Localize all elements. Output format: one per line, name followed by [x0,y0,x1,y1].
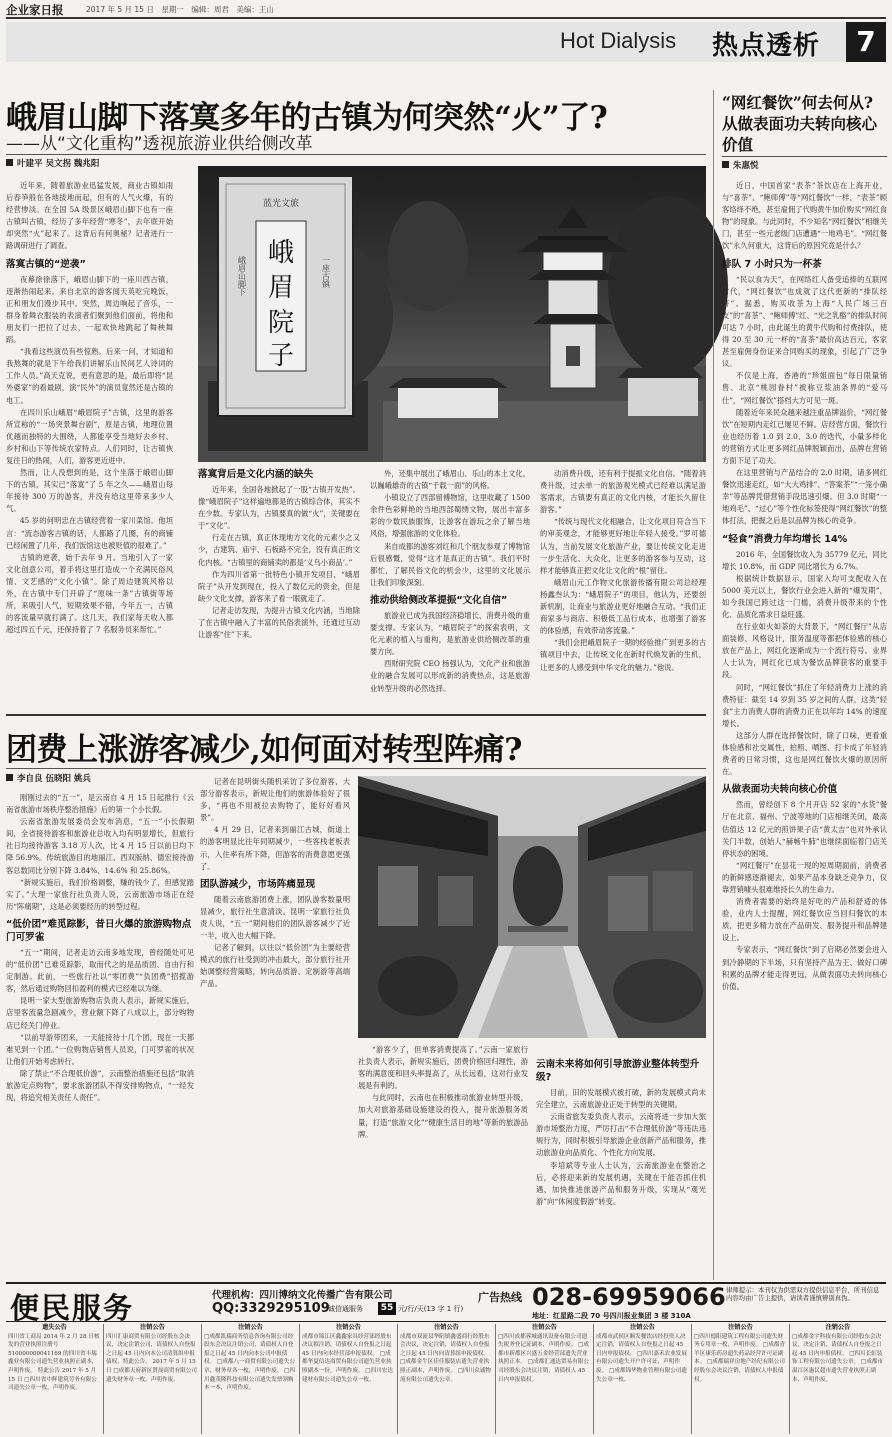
classified-brand: 便民服务 [10,1291,135,1325]
paragraph: 4 月 29 日，记者来到丽江古城，街道上的游客明显比往年同期减少，一些客栈老板表示，入住率有所下降，但游客的消费意愿更强了。 [200,825,350,871]
column-divider [713,90,714,1280]
section-title-cn: 热点透析 [712,31,821,61]
paragraph: 外，还集中展出了峨眉山、乐山的本土文化，以巍峨雄奇的古镇“千载一面”的风格。 [370,469,530,491]
paragraph: 这部分人群在选择餐饮时，除了口味，更看重体验感和社交属性，拍照、晒图、打卡成了年轻消费者的日常习惯，这也是网红餐饮火爆的原因所在。 [722,730,887,777]
svg-text:峨眉山脚下: 峨眉山脚下 [237,256,247,296]
paragraph: 消费者需要的始终是好吃的产品和舒适的体验，业内人士提醒，网红餐饮应当回归餐饮的本质，把更多精力放在产品研发、服务提升和品牌建设上。 [722,897,887,943]
article2-col3 [358,1044,528,1277]
ad-hotline-label: 广告热线 [478,1291,522,1304]
masthead [6,2,886,16]
paragraph: 专家表示，“网红餐饮”到了启期必然要会进入到冷静期的下半场，只有坚持产品为王、做好口碑积累的品牌才能走得更远，从做表面功夫转向核心价值。 [722,945,887,991]
sidebar-subhead-2: “轻食”消费力年均增长 14% [722,533,848,545]
classified-column: 注销公告 □成都金宇科技有限公司经股东会决议，决定注销，请债权人自登报之日起 45 日内申报债权。 □四川长虹装饰工程有限公司遗失公章。 □成都市温江区惠民超市遗失营业执照正副本，声明作废。 [792,1324,883,1383]
paragraph: 目前，旧的发展模式被打破，新的发展模式尚未完全建立，云南旅游业正处于转型的关键期。 [536,1088,706,1110]
paragraph: 除了禁止“不合理低价游”，云南整治措施还包括“取消旅游定点购物”，要求旅游团队不得安排购物点，“一经发现，将追究相关责任人责任”。 [6,1068,194,1103]
date-line: 2017 年 5 月 15 日 星期一 编辑：周君 美编：王山 [86,5,274,14]
paragraph: 来自成都的游客刘红和几个朋友参观了博物馆后很感慨，觉得“这才是真正的古镇”。我们平时都忙，了解民俗文化的机会少，这里的文化展示让我们印象深刻。 [370,541,530,587]
paragraph: 夜幕徐徐落下，峨眉山脚下的一座川西古镇，逐渐热闹起来。来自北京的游客闻天英吃完晚饭，正和朋友们漫步其中。突然，周边响起了音乐，一群身着舞衣服装的表演者们聚到他们面前，将他和朋友们一把拉了过去，一起欢快地跳起了舞秧舞蹈。 [6,274,173,345]
paragraph: “民以食为天”，在网络红人备受追捧的互联网时代，“网红餐饮”也成就了这代更新的“排队经济”。据悉，购买收茶为上海“人民广场三百支”的“喜茶”、“鲍师傅”红、“光之乳酪”的排队时间可达 7 小时，由此诞生的黄牛代购和付费排队，使得 20 至 30 元一杯的“喜茶”最价高达百元，客家甚至雇佣身份证来合同购买的现象，引起了广泛争议。 [722,274,887,369]
page-number: 7 [856,25,876,58]
svg-text:院: 院 [267,308,295,338]
classified-column: 注销公告 □四川成都蓉城通讯设备有限公司遗失税务登记证副本，声明作废。 □成都市新都区兴盛五金经营部遗失营业执照正本。 □成都汇通达贸易有限公司经股东会决议注销，请债权人 45 日内申报债权。 [496,1324,594,1434]
svg-text:眉: 眉 [267,273,295,303]
ancient-town-photo [198,166,706,462]
paragraph: 记者在昆明街头随机采访了多位游客，大部分游客表示，新规让他们的旅游体验好了很多，“再也不用被拉去购物了，能好好看风景”。 [200,777,350,823]
paragraph: 根据统计数据显示，国家入均可支配收入在 5000 美元以上，餐饮行业会进入新的“爆发期”，如今我国已跨过这一门槛，消费升级带来的个性化、品质化需求日益旺盛。 [722,573,887,619]
classified-grid [6,1324,886,1434]
paragraph: 古镇的逆袭，始于去年 9 月。当地引入了一家文化创意公司，着手将这里打造成一个充满民俗风情、文艺感的“文化小镇”。除了周边建筑风格以外，在古镇中专门开辟了“原味一条”古镇街等场所，来吸引人气，短期效果不错，今年五一，古镇的客流量早就打满了。这几天，我们家每天收入都超过四五千元，还保持着了 7 名服务员来帮忙。” [6,552,173,635]
classified-banner [6,1282,886,1325]
ad-agent: 代理机构：四川博纳文化传播广告有限公司 [212,1290,393,1301]
ad-unit: 元/行/天(13 字 1 行) [398,1305,464,1313]
classified-column: 注销公告 成都市锦江区鑫鑫家具经营部经股东决议拟注销，请债权人自登报之日起 45 日内向本经营部申报债权。 □成都华夏信达商贸有限公司遗失营业执照副本一份，声明作废。 □四川宏达建材有限公司遗失公章一枚。 [300,1324,398,1434]
article2-col4 [536,1044,706,1277]
paragraph: “以前导游带团来，一天能接待十几个团，现在一天都难见到一个团。”一位购物店销售人员说，门可罗雀的状况让他们开始考虑转行。 [6,1032,194,1066]
paragraph: 云南省旅发委负责人表示，云南将进一步加大旅游市场整治力度，严厉打击“不合理低价游”等违法违规行为，同时积极引导旅游企业创新产品和服务，推动旅游业向品质化、个性化方向发展。 [536,1112,706,1158]
article2-byline: 李自良 伍晓阳 姚兵 [6,772,91,784]
svg-text:子: 子 [267,341,295,371]
classified-column: 注销公告 四川汇康商贸有限公司经股东会决议，决定注销公司，请债权人自登报之日起 45 日内向本公司清算组申报债权，特此公告。 2017 年 5 月 15 日 □成都天府新区贤晟商贸有限公司遗失财务章一枚，声明作废。 [104,1324,202,1434]
paragraph: 45 岁的何明忠在古镇经营着一家川菜馆。他坦言：“流态游客古镇的话，人都路了几圈，有的商铺已经闲置了几年，我们饭馆这也被贬值的很难了。” [6,516,173,550]
classified-column: 注销公告 □四川德阳建筑工程有限公司遗失财务专用章一枚，声明作废。 □成都青羊区康乐药房遗失药品经营许可证副本。 □成都瑞祥房地产经纪有限公司经股东会决议注销，请债权人申报债权。 [692,1324,790,1434]
sidebar-subhead-3: 从做表面功夫转向核心价值 [722,784,838,796]
article1-col1 [6,180,173,668]
article1-subhead-1: 落寞古镇的“逆袭” [6,258,86,270]
paragraph: 刚刚过去的“五一”，是云南自 4 月 15 日起推行《云南省旅游市场秩序整治措施》后的第一个小长假。 [6,793,194,815]
paragraph: 记者了解到，以往以“低价团”为主要经营模式的旅行社受到的冲击最大，部分旅行社开始调整经营策略，转向品质游、定制游等高端产品。 [200,943,350,989]
divider [6,714,706,716]
paragraph: 在四川乐山峨眉“峨眉院子”古镇，这里的游客所宣称的“一场突景舞台剧”，原是古镇，地理位置优越而独特的大围绕，人都能享受当地好去乡村、乡村和山下等传统农家特点。人们同时，让古镇恢复往日的热闹，人们，游客更近进中。 [6,407,173,465]
sidebar-byline: 朱惠悦 [722,159,759,171]
article1-headline: 峨眉山脚下落寞多年的古镇为何突然“火”了? [6,100,608,136]
classified-column: 注销公告 □成都凯瑞商务信息咨询有限公司经股东会决议注销公司，请债权人自登报之日起 45 日内向本公司申报债权。 □成都八一商贸有限公司遗失公章、财务章各一枚，声明作废。 □四川鑫茂隆科技有限公司遗失发票领购本一本，声明作废。 [202,1324,300,1434]
article2-photo [358,776,706,1038]
article2-col2 [200,776,350,1277]
paragraph: 同时，“网红餐饮”抓住了年轻消费力上涨的消费特征：截至 14 岁到 35 岁之间的人群，这类“轻食”主力消费人群的消费力正在以年均 14% 的速度增长。 [722,682,887,728]
article1-intro: 近年来，随着旅游业迅猛发展，商业古镇如雨后春笋般在各地拔地而起，但有的人气火爆，有的经营惨淡。在全国 5A 级景区峨眉山脚下也有一座古镇叫古镇，经历了多年经营“寒冬”，去年底开始却突然“火”起来了。这背后有何奥秘？记者进行一路调研进行了调查。 [6,181,173,251]
paragraph: 旅游业已成为我国经济稳增长、消费升级的重要支撑。专家认为，“峨眉院子”的探索表明，文化元素的植入与重构，是旅游业供给侧改革的重要方向。 [370,610,530,657]
article1-subhead-2: 落寞背后是文化内涵的缺失 [198,469,314,480]
article2-subhead-2: 团队游减少，市场阵痛显现 [200,878,316,890]
paragraph: 西财研究院 CEO 杨强认为，文化产业和旅游业的融合发展可以形成新的消费热点，这是旅游业转型升级的必然选择。 [370,659,530,693]
paragraph: 然而，曾经创下 8 个月开店 52 家的“水货”餐厅在北京、福州、宁波等地的门店相继关闭，最高估值达 12 亿元的煎饼果子店“黄太吉”也对外承认关门半数，创始人“赫畅牛肺”也继续面临着门店关停状态的困境。 [722,800,887,858]
paragraph: “传统与现代文化相融合，让文化项目符合当下的审美观念，才能够更好地让年轻人接受。”罗可德认为，当前发展文化旅游产业，要让传统文化走进一步生活化、大众化，让更多的游客参与互动，这样才能够真正把文化让文化的“根”留住。 [540,517,706,575]
paragraph: 在行业如火如荼的大背景下，“网红餐厅”从店面装修、风格设计，服务温度等都把体验感的核心放在产品上，网红化逐渐成为一个流行符号。业界人士认为，网红化已成为餐饮品牌获客的重要手段。 [722,622,887,680]
sidebar-headline: “网红餐饮”何去何从?从做表面功夫转向核心价值 [722,93,878,154]
classified-column: 注销公告 成都市双流县华阳镇鑫盛商行经股东会决议，决定注销，请债权人自登报之日起 45 日内向清算组申报债权。 □成都金牛区佳佳服装店遗失营业执照正副本，声明作废。 □四川众诚物流有限公司遗失公章。 [398,1324,496,1434]
paragraph: 小镇设立了西部留傅物馆，这里收藏了 1500 余件色彩鲜艳的当地西部蜀绣文物，展出丰富多彩的少数民族服饰，让游客在游玩之余了解当地风俗，增强旅游的文化体验。 [370,493,530,539]
svg-text:峨: 峨 [267,238,295,268]
page-number-box [846,22,886,62]
paragraph: 昆明一家大型旅游购物店负责人表示，新规实施后，店里客流量急剧减少，营业额下降了八成以上，部分购物店已经关门停业。 [6,996,194,1030]
paragraph: 然而，让人没想到的是，这个坐落于峨眉山脚下的古镇，其实已“落寞”了 5 年之久——峨眉山每年接待 300 万的游客，并没有给这里带来多少人气。 [6,468,173,514]
paragraph: 李培斌等专业人士认为，云南旅游业在整治之后，必将迎来新的发展机遇，关键在于能否抓住机遇，加快推进旅游产品和服务升级，实现从“观光游”向“休闲度假游”转变。 [536,1160,706,1206]
article1-subtitle: ——从“文化重构”透视旅游业供给侧改革 [6,134,313,154]
article1-col3 [370,468,530,693]
paragraph: 随着云南旅游团费上涨，团队游客数量明显减少，旅行社生意清淡。昆明一家旅行社负责人说，“五一”期间他们的团队游客减少了近一半，收入也大幅下降。 [200,894,350,941]
paragraph: 云南省旅游发展委员会发布消息，“五一”小长假期间，全省接待游客和旅游业总收入均有明显增长，但旅行社日均接待游客 3.18 万人次，比 4 月 15 日以前日均下降 56.9%。传统旅游目的地丽江、西双版纳、德宏接待游客总数同比分别下降 3.84%、14.6% 和 25.86%。 [6,817,194,875]
paragraph: “游客少了，但单客消费提高了。”云南一家旅行社负责人表示，新规实施后，团费价格回归理性，游客的满意度和回头率提高了，从长远看，这对行业发展是有利的。 [358,1045,528,1091]
article2-col1 [6,792,194,1277]
ad-lawyer-notice: 律师提示：本刊仅为供需双方提供信息平台，所刊信息内容均由广告主提供，请读者谨慎辨别真伪。 [726,1286,880,1302]
paragraph: 近日，中国首家“表茶”茶饮店在上海开业，与“喜茶”、“鲍师傅”等“网红餐饮”一样，“表茶”顾客络绎不绝，甚至雇佣了代购黄牛加价购买“网红食物”的现象。与此同时，不少知名“网红餐饮”相继关门，甚至一些元老级门店遭遇“一地鸡毛”。“网红餐饮”永久何重大，这背后的原因究竟是什么？ [722,181,887,251]
ad-address: 地址：红星路二段 70 号四川报业集团 3 楼 310A [532,1312,691,1320]
divider [6,768,706,769]
paragraph: “五一”期间，记者走访云南多地发现，曾经随处可见的“低价团”已难觅踪影，取而代之的是品质团、自由行和定制游。此前，一些旅行社以“零团费”“负团费”招揽游客，然后通过购物回扣盈利的模式已经难以为继。 [6,947,194,994]
article1-col4 [540,468,706,672]
paragraph: 与此同时，云南也在积极推动旅游业转型升级，加大对旅游基础设施建设的投入，提升旅游服务质量，打造“旅游文化”“健康生活目的地”等新的旅游品牌。 [358,1093,528,1139]
article1-photo [198,166,706,462]
paragraph: 作为四川省第一批特色小镇开发项目，“峨眉院子”从开发到现在，投入了数亿元的资金，但是缺少文化支撑，游客来了看一眼就走了。 [198,569,360,603]
sidebar-subhead-1: 排队 7 小时只为一杯茶 [722,258,822,270]
paragraph: “我看这些演员有些惊熟。后来一问，才知道和我熬舞的就是下午给我们讲解乐山民间艺人诗词的工作人员。”高天克说，更有意思的是，最后即将“昆外婆家”的看最剧，演“民外”的演员竟然还是古镇的电工。 [6,347,173,405]
header-rule [6,17,886,19]
paragraph: 行走在古镇，真正体现地方文化的元素少之又少，古建筑、庙宇、石板路不完全，没有真正的文化内核。“古镇里的商铺卖的都是‘义乌小商品’。” [198,533,360,567]
article2-subhead-3: 云南未来将如何引导旅游业整体转型升级? [536,1059,700,1083]
paragraph: 近年来，全国各地掀起了一股“古镇开发热”。像“峨眉院子”这样遍地都是的古镇综合体，其实不在少数。专家认为，古镇要真的做“火”，关键要在于“文化”。 [198,485,360,531]
paragraph: 不仅是上海，香港的“珍姐面包”每日限量销售、北京“桃园眷村”被称豆浆油条界的“爱马仕”，“网红餐饮”搭档大方可见一斑。 [722,371,887,405]
section-title-en: Hot Dialysis [560,28,677,53]
svg-text:一座古镇: 一座古镇 [321,256,331,288]
article1-col2 [198,468,360,668]
classified-column: 注销公告 成都市武侯区顺发餐饮店经投资人决定注销，请债权人自登报之日起 45 日内申报债权。 □四川嘉禾农业发展有限公司遗失开户许可证，声明作废。 □成都锦华物业管理有限公司遗失公章一枚。 [594,1324,692,1434]
ad-qq: QQ:3329295109 [212,1301,330,1316]
ad-price-box: 55 [378,1302,396,1315]
ad-hotline: 028-69959066 [532,1283,726,1311]
classified-column: 遗失公告 四川省工商局 2014 年 2 月 28 日核发的营业执照注册号 510000000041169 的四川省丰瑞鑫业有限公司遗失营业执照正副本，声明作废。 特此公告 2017 年 5 月 15 日 □四川省中辉建筑劳务有限公司遗失公章一枚，声明作废。 [6,1324,104,1434]
article2-headline: 团费上涨游客减少,如何面对转型阵痛? [6,732,522,768]
article2-subhead-1: “低价团”难觅踪影，昔日火爆的旅游购物点门可罗雀 [6,918,192,943]
paragraph: 随着近年来民众越来越注重品牌溢价，“网红餐饮”在短期内走红已屡见不鲜。店经营方面，餐饮行业也经历着 1.0 到 2.0、3.0 的迭代，小量多样化的营销方式让更多网红品牌脱颖而出，品牌在营销方面下足了功夫。 [722,407,887,465]
paragraph: 2016 年，全国餐饮收入为 35779 亿元，同比增长 10.8%，而 GDP 同比增长为 6.7%。 [722,549,887,571]
paragraph: “网红餐厅”在昙花一现的短周期面前，消费者的新鲜感逐渐褪去，如果产品本身缺乏竞争力，仅靠营销噱头很难维持长久的生命力。 [722,860,887,894]
article1-byline: 叶建平 吴文拐 魏兆阳 [6,157,99,169]
divider [722,156,887,157]
sidebar-body [722,180,887,1278]
paragraph: 在这里营销与产品结合的 2.0 时期，诸多网红餐饮迅速走红，如“大大鸡排”、“答案茶”“一笼小确幸”等品牌凭借营销手段迅速引爆。但 3.0 时期“一地鸡毛”、“过心”等个性化标签使得“网红餐饮”的整体打法，把握之后是以品牌为核心的竞争。 [722,468,887,526]
paragraph: 记者走访发现，为提升古镇文化内涵，当地除了在古镇中融入了丰富的民俗表演外，还通过互动让游客“住”下来。 [198,605,360,640]
old-town-canal-photo [358,776,706,1038]
svg-text:蓝光文旅: 蓝光文旅 [262,199,300,209]
paragraph: 峨眉山元工作物文化旅游传播有限公司总经理杨鑫叁认为：“峨眉院子”的项目，他认为，还要创新机制，让商业与旅游业更好地融合互动。“我们正商家多与商店、积极低工品行成本，也增强了游客的体验感，有效带动客流量。” [540,577,706,636]
paper-name: 企业家日报 [6,3,64,17]
paragraph: “我们会把峨眉院子一期的经验推广到更多的古镇项目中去，让传统文化在新时代焕发新的生机，让更多的人感受到中华文化的魅力。”他说。 [540,638,706,672]
ad-note: 诚信通服务 [328,1305,363,1313]
article1-subhead-3: 推动供给侧改革提振“文化自信” [370,594,508,606]
paragraph: 动消费升级，还有利于提振文化自信。“随着消费升级，过去单一的旅游观光模式已经难以满足游客需求，古镇要有真正的文化内核，才能长久留住游客。” [540,469,706,515]
paragraph: “新规实施后，我们价格调整，赚的钱少了，但感觉踏实了。”大理一家旅行社负责人说，云南旅游市场正在经历“阵痛期”，这是必须要经历的转型过程。 [6,877,194,911]
divider [6,154,706,155]
